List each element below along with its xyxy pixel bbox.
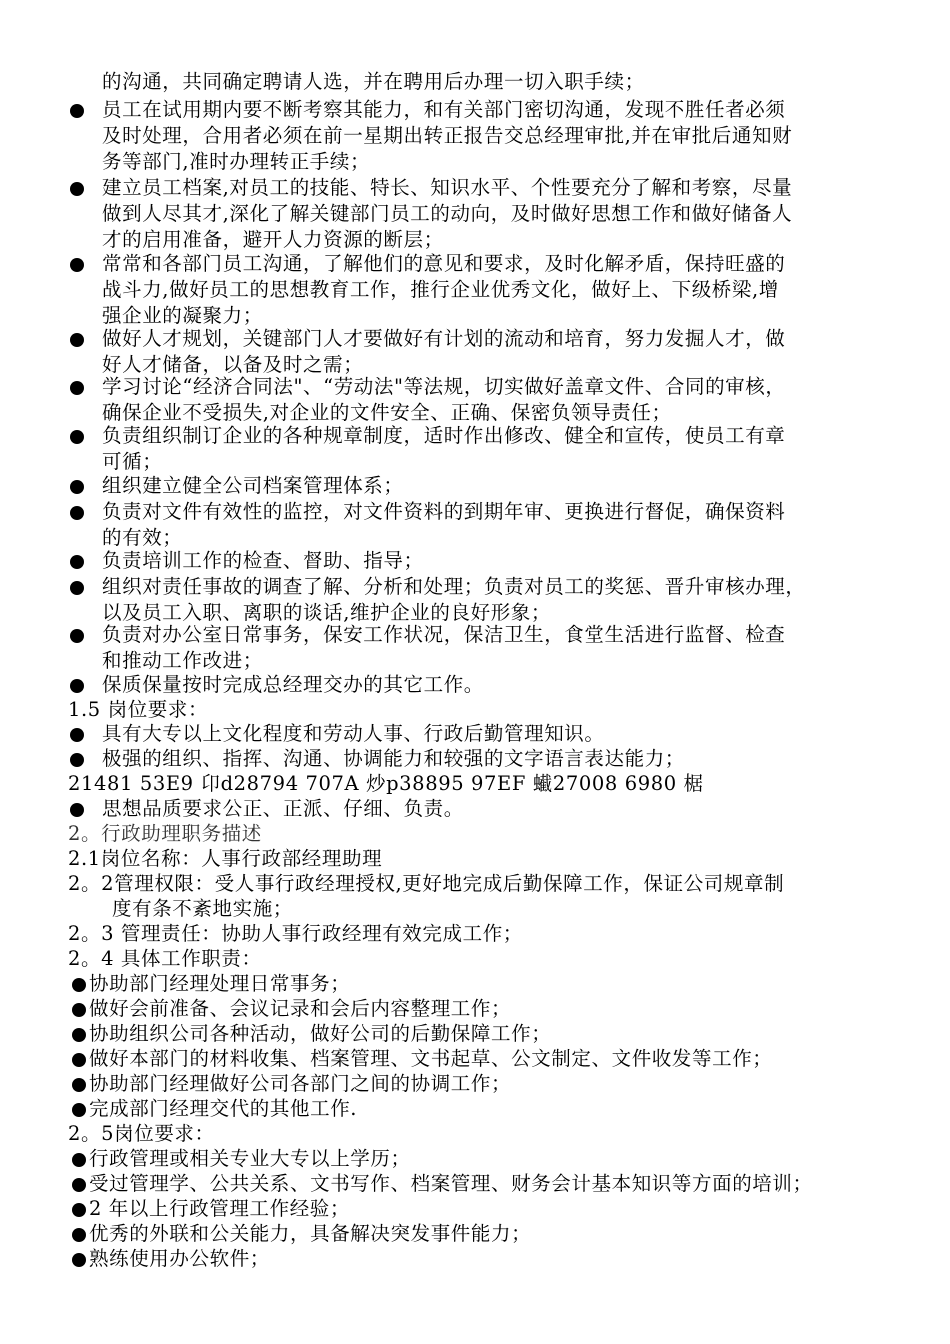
bullet-icon	[70, 629, 84, 643]
section-heading: 2。行政助理职务描述	[68, 822, 262, 845]
bullet-icon	[70, 182, 84, 196]
text-line: 做好人才规划，关键部门人才要做好有计划的流动和培育，努力发掘人才，做	[102, 327, 786, 350]
list-item: 受过管理学、公共关系、文书写作、档案管理、财务会计基本知识等方面的培训；	[89, 1172, 813, 1195]
text-line: 及时处理，合用者必须在前一星期出转正报告交总经理审批,并在审批后通知财	[102, 124, 793, 147]
bullet-icon	[70, 753, 84, 767]
section-heading: 2。4 具体工作职责：	[68, 947, 262, 970]
text-line: 务等部门,准时办理转正手续；	[102, 150, 371, 173]
bullet-icon	[72, 1003, 86, 1017]
bullet-icon	[70, 555, 84, 569]
text-line: 极强的组织、指挥、沟通、协调能力和较强的文字语言表达能力；	[102, 747, 685, 770]
bullet-icon	[72, 1253, 86, 1267]
text-line: 具有大专以上文化程度和劳动人事、行政后勤管理知识。	[102, 722, 605, 745]
text-line: 思想品质要求公正、正派、仔细、负责。	[102, 797, 464, 820]
bullet-icon	[72, 1203, 86, 1217]
list-item: 优秀的外联和公关能力，具备解决突发事件能力；	[89, 1222, 532, 1245]
text-line: 2.1岗位名称：人事行政部经理助理	[68, 847, 383, 870]
bullet-icon	[72, 1078, 86, 1092]
bullet-icon	[70, 258, 84, 272]
text-line: 做到人尽其才,深化了解关键部门员工的动向，及时做好思想工作和做好储备人	[102, 202, 793, 225]
garbled-text-line: 21481 53E9 卬d28794 707A 炒p38895 97EF 蠘27008 6980 椐	[68, 772, 704, 795]
text-line: 学习讨论“经济合同法"、“劳动法"等法规，切实做好盖章文件、合同的审核，	[102, 375, 786, 398]
text-line: 组织对责任事故的调查了解、分析和处理；负责对员工的奖惩、晋升审核办理，	[102, 575, 806, 598]
bullet-icon	[70, 728, 84, 742]
text-line: 强企业的凝聚力；	[102, 304, 263, 327]
bullet-icon	[72, 1053, 86, 1067]
text-line: 2。2管理权限：受人事行政经理授权,更好地完成后勤保障工作，保证公司规章制	[68, 872, 785, 895]
text-line: 建立员工档案,对员工的技能、特长、知识水平、个性要充分了解和考察，尽量	[102, 176, 793, 199]
text-line: 战斗力,做好员工的思想教育工作，推行企业优秀文化，做好上、下级桥梁,增	[102, 278, 779, 301]
list-item: 协助部门经理处理日常事务；	[89, 972, 351, 995]
text-line: 的有效；	[102, 526, 183, 549]
text-line: 以及员工入职、离职的谈话,维护企业的良好形象；	[102, 601, 551, 624]
text-line: 负责组织制订企业的各种规章制度，适时作出修改、健全和宣传，使员工有章	[102, 424, 786, 447]
text-line: 负责对办公室日常事务，保安工作状况，保洁卫生，食堂生活进行监督、检查	[102, 623, 786, 646]
text-line: 常常和各部门员工沟通，了解他们的意见和要求，及时化解矛盾，保持旺盛的	[102, 252, 786, 275]
section-heading: 1.5 岗位要求：	[68, 698, 209, 721]
bullet-icon	[70, 480, 84, 494]
bullet-icon	[72, 1153, 86, 1167]
bullet-icon	[70, 581, 84, 595]
bullet-icon	[70, 104, 84, 118]
bullet-icon	[72, 978, 86, 992]
text-line: 确保企业不受损失,对企业的文件安全、正确、保密负领导责任；	[102, 401, 672, 424]
bullet-icon	[70, 381, 84, 395]
list-item: 协助组织公司各种活动，做好公司的后勤保障工作；	[89, 1022, 552, 1045]
list-item: 完成部门经理交代的其他工作.	[89, 1097, 358, 1120]
bullet-icon	[70, 430, 84, 444]
bullet-icon	[70, 333, 84, 347]
bullet-icon	[72, 1228, 86, 1242]
list-item: 协助部门经理做好公司各部门之间的协调工作；	[89, 1072, 512, 1095]
text-line: 的沟通，共同确定聘请人选，并在聘用后办理一切入职手续；	[102, 70, 645, 93]
list-item: 2 年以上行政管理工作经验；	[89, 1197, 351, 1220]
text-line: 负责培训工作的检查、督助、指导；	[102, 549, 424, 572]
bullet-icon	[70, 803, 84, 817]
text-line: 保质保量按时完成总经理交办的其它工作。	[102, 673, 484, 696]
list-item: 做好本部门的材料收集、档案管理、文书起草、公文制定、文件收发等工作；	[89, 1047, 773, 1070]
text-line: 组织建立健全公司档案管理体系；	[102, 474, 404, 497]
text-line: 好人才储备，以备及时之需；	[102, 353, 364, 376]
text-line: 2。3 管理责任：协助人事行政经理有效完成工作；	[68, 922, 523, 945]
list-item: 做好会前准备、会议记录和会后内容整理工作；	[89, 997, 512, 1020]
bullet-icon	[72, 1103, 86, 1117]
text-line: 和推动工作改进；	[102, 649, 263, 672]
bullet-icon	[72, 1028, 86, 1042]
text-line: 才的启用准备，避开人力资源的断层；	[102, 228, 444, 251]
list-item: 熟练使用办公软件；	[89, 1247, 270, 1270]
list-item: 行政管理或相关专业大专以上学历；	[89, 1147, 411, 1170]
bullet-icon	[72, 1178, 86, 1192]
bullet-icon	[70, 506, 84, 520]
bullet-icon	[70, 679, 84, 693]
section-heading: 2。5岗位要求：	[68, 1122, 215, 1145]
text-line: 可循；	[102, 450, 163, 473]
text-line: 负责对文件有效性的监控，对文件资料的到期年审、更换进行督促，确保资料	[102, 500, 786, 523]
text-line: 员工在试用期内要不断考察其能力，和有关部门密切沟通，发现不胜任者必须	[102, 98, 786, 121]
text-line: 度有条不紊地实施；	[112, 897, 293, 920]
